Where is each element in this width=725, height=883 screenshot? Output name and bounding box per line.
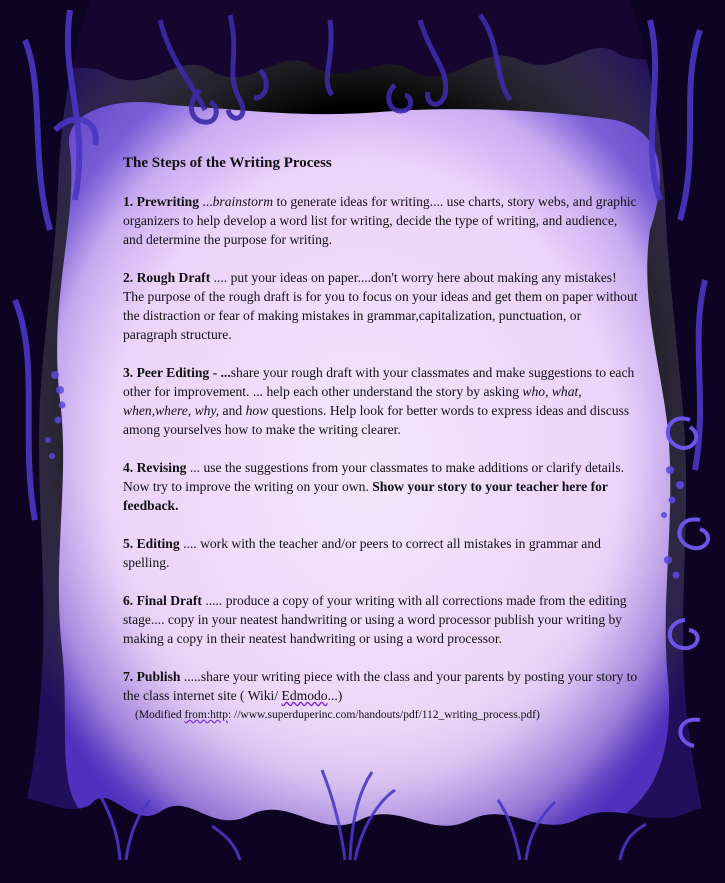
step-text: who, what, when,where, why, (123, 384, 582, 418)
step-text: share your rough draft with your classmates and make suggestions to each other for improvement. ... help each other understand the story by asking (123, 365, 635, 399)
step-heading: 1. Prewriting (123, 194, 200, 209)
source-credit (135, 707, 638, 723)
step-text: questions. Help look for better words to express ideas and discuss among yourselves how to make the writing clearer. (123, 403, 630, 437)
step-text: to generate ideas for writing.... use charts, story webs, and graphic organizers to help develop a word list for writing, decide the type of writing, and audience, and determine the purpose for writing. (123, 194, 637, 247)
step-text: ... (199, 194, 213, 209)
step-item (123, 363, 638, 439)
step-text: Show your story to your teacher here for feedback. (123, 479, 608, 513)
credit-prefix: (Modified (135, 709, 185, 721)
step-text: Edmodo (281, 688, 328, 703)
step-heading: 7. Publish (123, 669, 181, 684)
credit-rest: : //www.superduperinc.com/handouts/pdf/112_writing_process.pdf) (227, 709, 540, 721)
step-item (123, 268, 638, 344)
credit-from: from:http (184, 709, 228, 721)
step-text: .....share your writing piece with the class and your parents by posting your story to the class internet site ( Wiki/ (123, 669, 638, 703)
step-item (123, 534, 638, 572)
step-text: how (245, 403, 269, 418)
step-item (123, 192, 638, 249)
step-text: ..... produce a copy of your writing with all corrections made from the editing stage.... copy in your neatest handwriting or using a word processor publish your writing by making a copy in their neatest handwriting or using a word processor. (123, 593, 627, 646)
step-text: ...) (327, 688, 343, 703)
step-heading: 5. Editing (123, 536, 180, 551)
step-text: .... put your ideas on paper....don't worry here about making any mistakes! The purpose of the rough draft is for you to focus on your ideas and get them on paper without the distraction or fear of making mistakes in grammar,capitalization, punctuation, or paragraph structure. (123, 270, 638, 342)
step-text: .... work with the teacher and/or peers to correct all mistakes in grammar and spelling. (123, 536, 601, 570)
step-heading: 3. Peer Editing - ... (123, 365, 231, 380)
step-text: and (219, 403, 246, 418)
step-text: ... use the suggestions from your classmates to make additions or clarify details. Now try to improve the writing on your own. (123, 460, 625, 494)
step-text: brainstorm (212, 194, 274, 209)
step-heading: 6. Final Draft (123, 593, 202, 608)
step-item (123, 458, 638, 515)
step-heading: 2. Rough Draft (123, 270, 211, 285)
steps-list (123, 192, 638, 705)
step-heading: 4. Revising (123, 460, 187, 475)
writing-process-text (123, 154, 638, 723)
step-item (123, 591, 638, 648)
page-title: The Steps of the Writing Process (123, 155, 332, 171)
step-item (123, 667, 638, 705)
